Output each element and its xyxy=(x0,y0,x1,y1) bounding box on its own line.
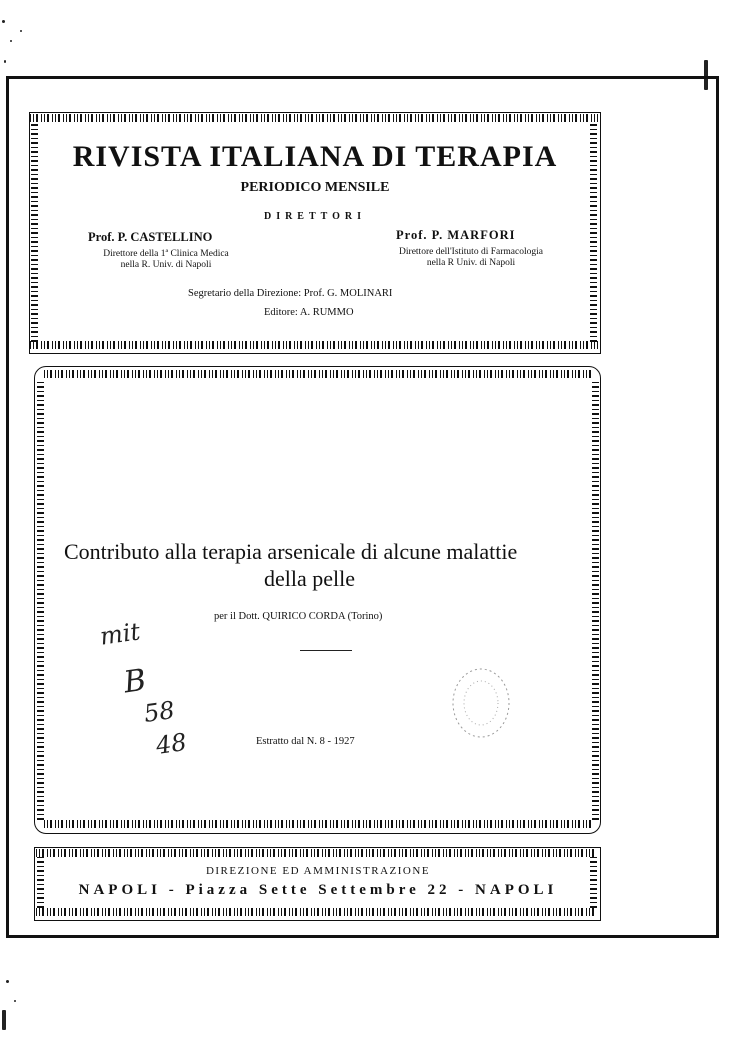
footer-hatch-top xyxy=(36,849,597,857)
extract-note: Estratto dal N. 8 - 1927 xyxy=(256,736,355,747)
header-hatch-bottom xyxy=(30,341,598,349)
footer-line-1: DIREZIONE ED AMMINISTRAZIONE xyxy=(205,865,431,877)
article-hatch-left xyxy=(37,380,44,820)
journal-title: RIVISTA ITALIANA DI TERAPIA xyxy=(72,140,558,173)
director-right-affiliation-1: Direttore dell'Istituto di Farmacologia xyxy=(399,247,543,257)
handwritten-note-3: 58 xyxy=(142,696,177,728)
scan-speck xyxy=(2,20,5,23)
scan-speck xyxy=(14,1000,16,1002)
header-hatch-top xyxy=(30,114,598,122)
scan-speck xyxy=(2,1010,6,1030)
library-stamp xyxy=(448,664,514,742)
article-hatch-top xyxy=(44,370,592,378)
scan-speck xyxy=(10,40,12,42)
article-frame xyxy=(34,366,601,834)
article-title-line-1: Contributo alla terapia arsenicale di alcune malattie xyxy=(64,539,518,564)
director-right-name: Prof. P. MARFORI xyxy=(396,228,516,242)
handwritten-note-2: B xyxy=(121,662,149,701)
separator-rule xyxy=(300,650,352,651)
editor-line: Editore: A. RUMMO xyxy=(264,307,354,318)
article-title-line-2: della pelle xyxy=(264,566,356,591)
secretary-line: Segretario della Direzione: Prof. G. MOLINARI xyxy=(188,288,393,299)
handwritten-note-4: 48 xyxy=(154,728,189,760)
director-left-name: Prof. P. CASTELLINO xyxy=(88,230,213,244)
director-left-affiliation-1: Direttore della 1ª Clinica Medica xyxy=(103,249,229,259)
scan-speck xyxy=(4,60,6,63)
director-left-affiliation-2: nella R. Univ. di Napoli xyxy=(120,260,212,270)
article-byline: per il Dott. QUIRICO CORDA (Torino) xyxy=(214,611,383,622)
article-hatch-right xyxy=(592,380,599,820)
journal-subtitle: PERIODICO MENSILE xyxy=(240,180,390,195)
article-hatch-bottom xyxy=(44,820,592,828)
scan-speck xyxy=(6,980,9,983)
handwritten-note-1: mit xyxy=(98,617,142,651)
footer-line-2: NAPOLI - Piazza Sette Settembre 22 - NAPOLI xyxy=(78,882,558,898)
directors-label: DIRETTORI xyxy=(263,211,367,222)
scan-speck xyxy=(20,30,22,32)
footer-hatch-bottom xyxy=(36,908,597,916)
director-right-affiliation-2: nella R Univ. di Napoli xyxy=(426,258,516,268)
